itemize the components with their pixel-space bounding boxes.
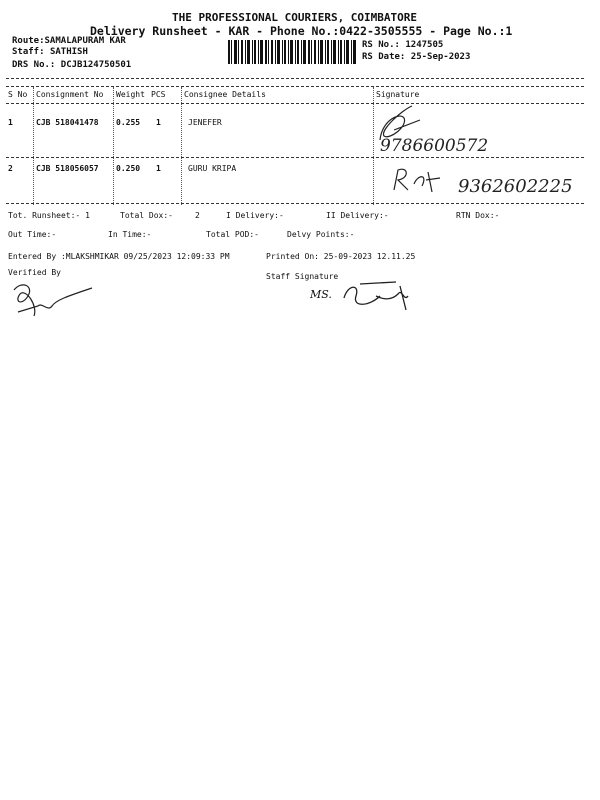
route-value: SAMALAPURAM KAR bbox=[44, 36, 126, 46]
column-separator bbox=[33, 87, 34, 205]
rs-no-line bbox=[362, 40, 443, 50]
col-header-sno: S No bbox=[8, 90, 28, 99]
rs-date-label: RS Date: bbox=[362, 52, 406, 62]
staff-value: SATHISH bbox=[49, 47, 88, 57]
column-separator bbox=[181, 87, 182, 205]
printed-on: Printed On: 25-09-2023 12.11.25 bbox=[266, 252, 416, 261]
route-label: Route: bbox=[12, 36, 45, 46]
verified-signature bbox=[8, 276, 98, 324]
row-pcs: 1 bbox=[156, 164, 161, 173]
divider bbox=[6, 103, 584, 104]
signature-phone: 9362602225 bbox=[458, 176, 573, 197]
drs-value: DCJB124750501 bbox=[60, 60, 132, 70]
row-consignee: JENEFER bbox=[188, 118, 222, 127]
rs-date-value: 25-Sep-2023 bbox=[410, 52, 471, 62]
drs-line bbox=[12, 60, 131, 70]
rtn-dox: RTN Dox:- bbox=[456, 211, 500, 220]
delvy-points: Delvy Points:- bbox=[287, 230, 355, 239]
rs-date-line bbox=[362, 52, 470, 62]
total-dox-label: Total Dox:- bbox=[120, 211, 173, 220]
route-line bbox=[12, 36, 126, 46]
staff-label: Staff: bbox=[12, 47, 45, 57]
rs-no-value: 1247505 bbox=[405, 40, 444, 50]
row-consignee: GURU KRIPA bbox=[188, 164, 237, 173]
barcode bbox=[228, 40, 356, 64]
out-time: Out Time:- bbox=[8, 230, 57, 239]
i-delivery: I Delivery:- bbox=[226, 211, 284, 220]
divider bbox=[6, 86, 584, 87]
col-header-signature: Signature bbox=[376, 90, 420, 99]
col-header-consignment: Consignment No bbox=[36, 90, 104, 99]
ii-delivery: II Delivery:- bbox=[326, 211, 389, 220]
tot-runsheet: Tot. Runsheet:- 1 bbox=[8, 211, 90, 220]
col-header-weight: Weight bbox=[116, 90, 145, 99]
row-weight: 0.255 bbox=[116, 118, 141, 127]
row-pcs: 1 bbox=[156, 118, 161, 127]
column-separator bbox=[113, 87, 114, 205]
row-sno: 1 bbox=[8, 118, 13, 127]
row-consignment: CJB 518056057 bbox=[36, 164, 99, 173]
row-consignment: CJB 518041478 bbox=[36, 118, 99, 127]
total-dox-value: 2 bbox=[195, 211, 200, 220]
in-time: In Time:- bbox=[108, 230, 152, 239]
total-pod: Total POD:- bbox=[206, 230, 259, 239]
signature-2 bbox=[388, 164, 448, 196]
staff-sig-prefix: MS. bbox=[310, 288, 332, 301]
signature-phone: 9786600572 bbox=[380, 136, 489, 156]
entered-by: Entered By :MLAKSHMIKAR 09/25/2023 12:09:33 PM bbox=[8, 252, 230, 261]
drs-label: DRS No.: bbox=[12, 60, 56, 70]
company-title: THE PROFESSIONAL COURIERS, COIMBATORE bbox=[172, 11, 418, 24]
col-header-pcs: PCS bbox=[151, 90, 166, 99]
row-weight: 0.250 bbox=[116, 164, 141, 173]
runsheet-subtitle: Delivery Runsheet - KAR - Phone No.:0422-3505555 - Page No.:1 bbox=[90, 24, 513, 38]
divider bbox=[6, 78, 584, 79]
verified-by: Verified By bbox=[8, 268, 61, 277]
staff-line bbox=[12, 47, 88, 57]
divider bbox=[6, 157, 584, 158]
staff-signature-label: Staff Signature bbox=[266, 272, 339, 281]
staff-signature bbox=[340, 278, 420, 314]
col-header-consignee: Consignee Details bbox=[184, 90, 266, 99]
divider bbox=[6, 203, 584, 204]
rs-no-label: RS No.: bbox=[362, 40, 400, 50]
row-sno: 2 bbox=[8, 164, 13, 173]
